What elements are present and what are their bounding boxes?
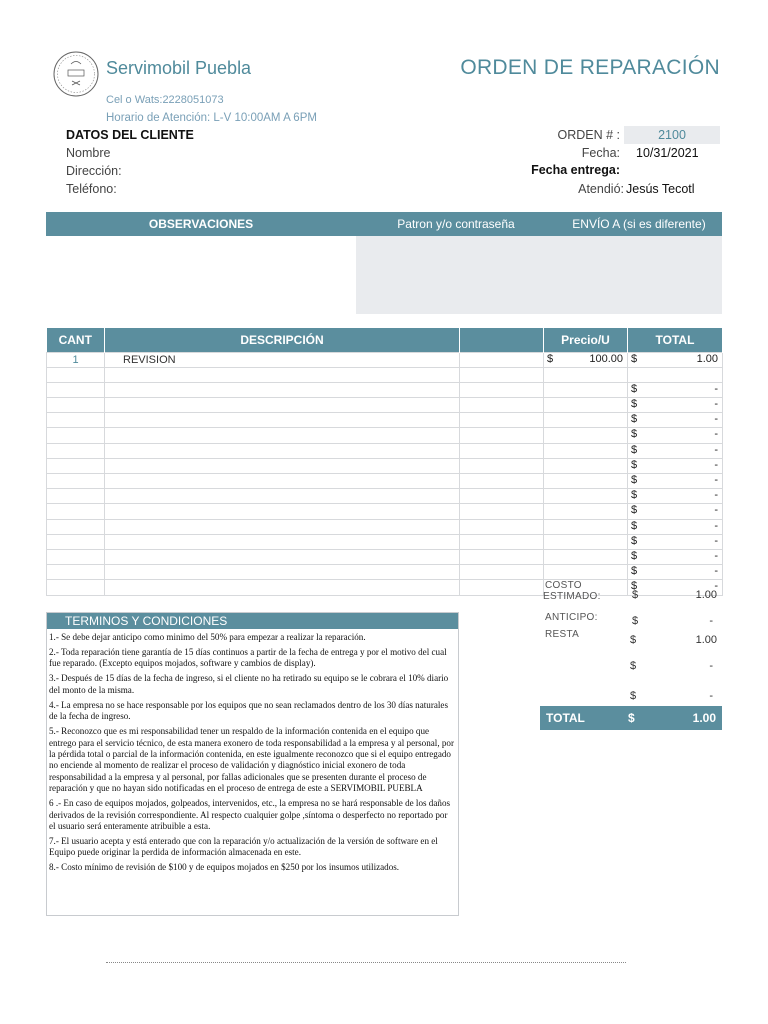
client-phone-label: Teléfono:	[66, 182, 117, 196]
item-description-cell[interactable]	[105, 474, 460, 489]
grand-total-currency: $	[628, 711, 635, 725]
advance-label: ANTICIPO:	[545, 612, 598, 623]
item-row[interactable]	[47, 474, 723, 489]
item-unit-price-cell[interactable]	[544, 474, 628, 489]
item-qty-cell[interactable]	[47, 534, 105, 549]
currency-symbol: $	[631, 443, 638, 456]
item-row[interactable]	[47, 413, 723, 428]
item-row[interactable]	[47, 519, 723, 534]
currency-symbol: $	[631, 382, 638, 395]
grand-total-band	[540, 706, 722, 730]
item-qty-cell[interactable]	[47, 474, 105, 489]
date-field[interactable]: 10/31/2021	[636, 146, 699, 160]
item-unit-price-cell[interactable]	[544, 352, 628, 367]
brand-name: Servimobil Puebla	[106, 58, 252, 78]
term-item: 8.- Costo mínimo de revisión de $100 y de equipos mojados en $250 por los insumos utilizados.	[49, 862, 400, 873]
document-title: ORDEN DE REPARACIÓN	[460, 56, 720, 79]
item-description-cell[interactable]	[105, 534, 460, 549]
item-row[interactable]	[47, 382, 723, 397]
item-total-cell[interactable]	[628, 443, 723, 458]
item-qty-cell[interactable]	[47, 428, 105, 443]
remaining-value: 1.00	[695, 634, 717, 646]
term-item: 5.- Reconozco que es mi responsabilidad tener un respaldo de la información contenida en el equipo que entrego para el servicio técnico, de esta manera exonero de toda responsabilidad a la empresa y al personal, por la pérdida total o parcial de la información contenida, en este igualmente reconozco que si el equipo entregado no enciende al momento de realizar el proceso de validación y diagnóstico inicial exonero de toda responsabilidad a la empresa y al personal, por fallas adicionales que se presenten durante el proceso de reparación y que no hayan sido notificadas en el proceso de entrega de este a SERVIMOBIL PUEBLA	[49, 726, 455, 794]
item-total-value: -	[714, 580, 718, 593]
item-total-value: -	[714, 474, 718, 486]
item-total-cell[interactable]	[628, 474, 723, 489]
term-item: 2.- Toda reparación tiene garantía de 15 días continuos a partir de la fecha de entrega y por el motivo del cual fue reparado. (Excepto equipos mojados, software y cambios de display).	[49, 647, 447, 669]
item-blank-cell[interactable]	[460, 489, 544, 504]
item-unit-price-cell[interactable]	[544, 458, 628, 473]
item-total-value: 1.00	[696, 352, 718, 365]
currency-symbol: $	[631, 580, 638, 593]
company-logo	[52, 50, 100, 98]
item-blank-cell[interactable]	[460, 534, 544, 549]
item-qty-cell[interactable]	[47, 565, 105, 580]
currency-symbol: $	[631, 549, 638, 562]
item-unit-price-cell[interactable]	[544, 504, 628, 519]
client-section-heading: DATOS DEL CLIENTE	[66, 128, 194, 142]
extra-currency-2: $	[630, 690, 637, 702]
currency-symbol: $	[631, 489, 638, 502]
qty-header: CANT	[47, 328, 105, 352]
advance-value: -	[709, 615, 713, 627]
item-blank-cell[interactable]	[460, 413, 544, 428]
item-row[interactable]	[47, 580, 723, 595]
item-description-cell[interactable]	[105, 367, 460, 382]
remaining-label: RESTA	[545, 629, 580, 640]
item-qty-cell[interactable]	[47, 489, 105, 504]
item-row[interactable]	[47, 549, 723, 564]
estimated-cost-value: 1.00	[695, 589, 717, 601]
extra-value-2: -	[709, 690, 713, 702]
unit-price-value: 100.00	[589, 352, 623, 365]
item-qty-cell[interactable]	[47, 580, 105, 595]
item-unit-price-cell[interactable]	[544, 489, 628, 504]
item-blank-cell[interactable]	[460, 504, 544, 519]
item-total-value: -	[714, 504, 718, 517]
observations-header-band	[46, 212, 722, 236]
item-description-cell[interactable]	[105, 458, 460, 473]
item-qty-cell[interactable]: 1	[47, 352, 105, 367]
date-label: Fecha:	[581, 146, 620, 160]
item-blank-cell[interactable]	[460, 367, 544, 382]
item-description-cell[interactable]	[105, 398, 460, 413]
item-total-cell[interactable]	[628, 458, 723, 473]
item-description-cell[interactable]	[105, 580, 460, 595]
item-blank-cell[interactable]	[460, 382, 544, 397]
item-blank-cell[interactable]	[460, 398, 544, 413]
item-blank-cell[interactable]	[460, 474, 544, 489]
item-blank-cell[interactable]	[460, 580, 544, 595]
currency-symbol: $	[631, 413, 638, 426]
items-header-row	[47, 328, 723, 352]
item-unit-price-cell[interactable]	[544, 549, 628, 564]
item-qty-cell[interactable]	[47, 504, 105, 519]
item-description-cell[interactable]	[105, 382, 460, 397]
contact-phone: Cel o Wats:2228051073	[106, 94, 224, 106]
item-total-cell[interactable]	[628, 489, 723, 504]
terms-heading: TERMINOS Y CONDICIONES	[47, 613, 458, 629]
item-qty-cell[interactable]	[47, 443, 105, 458]
currency-symbol: $	[631, 534, 638, 547]
extra-value-1: -	[709, 660, 713, 672]
item-row[interactable]	[47, 367, 723, 382]
item-unit-price-cell[interactable]	[544, 534, 628, 549]
item-description-cell[interactable]	[105, 428, 460, 443]
item-row[interactable]	[47, 398, 723, 413]
estimated-cost-label-line1: COSTO	[545, 580, 582, 591]
item-qty-cell[interactable]	[47, 398, 105, 413]
item-total-cell[interactable]	[628, 504, 723, 519]
item-total-value: -	[714, 398, 718, 411]
client-name-label: Nombre	[66, 146, 111, 160]
remaining-currency: $	[630, 634, 637, 646]
item-description-cell[interactable]	[105, 549, 460, 564]
currency-symbol: $	[631, 519, 638, 532]
item-qty-cell[interactable]	[47, 413, 105, 428]
item-row[interactable]	[47, 565, 723, 580]
term-item: 6 .- En caso de equipos mojados, golpeados, intervenidos, etc., la empresa no se hará responsable de los daños derivados de la revisión correspondiente. Al respecto cualquier golpe ,síntoma o desperfecto no reportado por el usuario será enteramente atribuible a esta.	[49, 798, 451, 832]
items-table	[46, 328, 723, 596]
term-item: 7.- El usuario acepta y está enterado que con la reparación y/o actualización de la versión de software en el Equipo puede originar la perdida de información almacenada en este.	[49, 836, 438, 858]
term-item: 3.- Después de 15 días de la fecha de ingreso, si el cliente no ha retirado su equipo se le cobrara el 10% diario del monto de la misma.	[49, 673, 449, 695]
item-blank-cell[interactable]	[460, 519, 544, 534]
item-unit-price-cell[interactable]	[544, 382, 628, 397]
item-total-value: -	[714, 565, 718, 578]
total-header: TOTAL	[628, 328, 723, 352]
delivery-date-label: Fecha entrega:	[531, 163, 620, 177]
terms-list	[47, 629, 458, 874]
item-row[interactable]	[47, 504, 723, 519]
item-unit-price-cell[interactable]	[544, 565, 628, 580]
item-total-value: -	[714, 458, 718, 471]
item-blank-cell[interactable]	[460, 352, 544, 367]
item-total-value: -	[714, 549, 718, 562]
item-row[interactable]	[47, 489, 723, 504]
item-total-cell[interactable]	[628, 565, 723, 580]
item-unit-price-cell[interactable]	[544, 367, 628, 382]
term-item: 1.- Se debe dejar anticipo como minimo del 50% para empezar a realizar la reparación.	[49, 632, 366, 642]
item-row[interactable]	[47, 458, 723, 473]
item-total-cell[interactable]	[628, 352, 723, 367]
currency-symbol: $	[547, 352, 554, 365]
currency-symbol: $	[631, 565, 638, 578]
item-total-cell[interactable]	[628, 413, 723, 428]
currency-symbol: $	[631, 458, 638, 471]
item-total-cell[interactable]	[628, 549, 723, 564]
description-header: DESCRIPCIÓN	[105, 328, 460, 352]
item-unit-price-cell[interactable]	[544, 519, 628, 534]
currency-symbol: $	[631, 398, 638, 411]
item-blank-cell[interactable]	[460, 428, 544, 443]
item-description-cell[interactable]	[105, 489, 460, 504]
advance-currency: $	[632, 615, 639, 627]
item-description-cell[interactable]	[105, 443, 460, 458]
terms-and-conditions-box	[46, 612, 459, 916]
item-total-cell[interactable]	[628, 534, 723, 549]
item-unit-price-cell[interactable]	[544, 428, 628, 443]
item-blank-cell[interactable]	[460, 443, 544, 458]
item-unit-price-cell[interactable]	[544, 413, 628, 428]
item-total-value: -	[714, 382, 718, 395]
business-hours: Horario de Atención: L-V 10:00AM A 6PM	[106, 112, 317, 124]
term-item: 4.- La empresa no se hace responsable por los equipos que no sean reclamados dentro de los 30 días naturales de la fecha de ingreso.	[49, 699, 448, 722]
item-total-value: -	[714, 519, 718, 532]
shipping-heading: ENVÍO A (si es diferente)	[572, 217, 706, 231]
extra-currency-1: $	[630, 660, 637, 672]
item-total-value: -	[714, 489, 718, 502]
item-total-cell[interactable]	[628, 519, 723, 534]
grand-total-label: TOTAL	[546, 711, 585, 725]
signature-line	[106, 962, 626, 963]
item-total-cell[interactable]	[628, 382, 723, 397]
attended-by-label: Atendió:	[578, 182, 624, 196]
item-row[interactable]	[47, 534, 723, 549]
item-qty-cell[interactable]	[47, 549, 105, 564]
currency-symbol: $	[631, 352, 638, 365]
item-total-value: -	[714, 534, 718, 547]
item-qty-cell[interactable]	[47, 382, 105, 397]
item-blank-cell[interactable]	[460, 565, 544, 580]
currency-symbol: $	[631, 428, 638, 441]
item-total-cell[interactable]	[628, 398, 723, 413]
item-qty-cell[interactable]	[47, 458, 105, 473]
item-unit-price-cell[interactable]	[544, 398, 628, 413]
item-description-cell[interactable]	[105, 413, 460, 428]
attended-by-field[interactable]: Jesús Tecotl	[626, 182, 695, 196]
grand-total-value: 1.00	[692, 711, 716, 725]
item-row[interactable]	[47, 443, 723, 458]
estimated-cost-label-line2: ESTIMADO:	[543, 591, 601, 602]
item-total-cell[interactable]	[628, 428, 723, 443]
item-qty-cell[interactable]	[47, 519, 105, 534]
item-description-cell[interactable]	[105, 519, 460, 534]
item-total-cell[interactable]	[628, 367, 723, 382]
observations-heading: OBSERVACIONES	[148, 217, 254, 231]
item-blank-cell[interactable]	[460, 549, 544, 564]
item-total-value: -	[714, 428, 718, 441]
item-qty-cell[interactable]	[47, 367, 105, 382]
item-total-value: -	[714, 443, 718, 456]
item-total-value: -	[714, 413, 718, 426]
estimated-currency: $	[632, 589, 639, 601]
item-blank-cell[interactable]	[460, 458, 544, 473]
item-description-cell[interactable]	[105, 565, 460, 580]
client-address-label: Dirección:	[66, 164, 122, 178]
unit-price-header: Precio/U	[544, 328, 628, 352]
item-description-cell[interactable]	[105, 504, 460, 519]
currency-symbol: $	[631, 504, 638, 517]
order-number-field[interactable]: 2100	[624, 126, 720, 144]
currency-symbol: $	[631, 474, 638, 486]
blank-header	[460, 328, 544, 352]
pattern-password-heading: Patron y/o contraseña	[397, 217, 515, 231]
item-row[interactable]	[47, 428, 723, 443]
item-description-cell[interactable]: REVISION	[105, 352, 460, 367]
shipping-address-area[interactable]	[356, 236, 722, 314]
item-unit-price-cell[interactable]	[544, 443, 628, 458]
item-row[interactable]	[47, 352, 723, 367]
order-number-label: ORDEN # :	[557, 128, 620, 142]
